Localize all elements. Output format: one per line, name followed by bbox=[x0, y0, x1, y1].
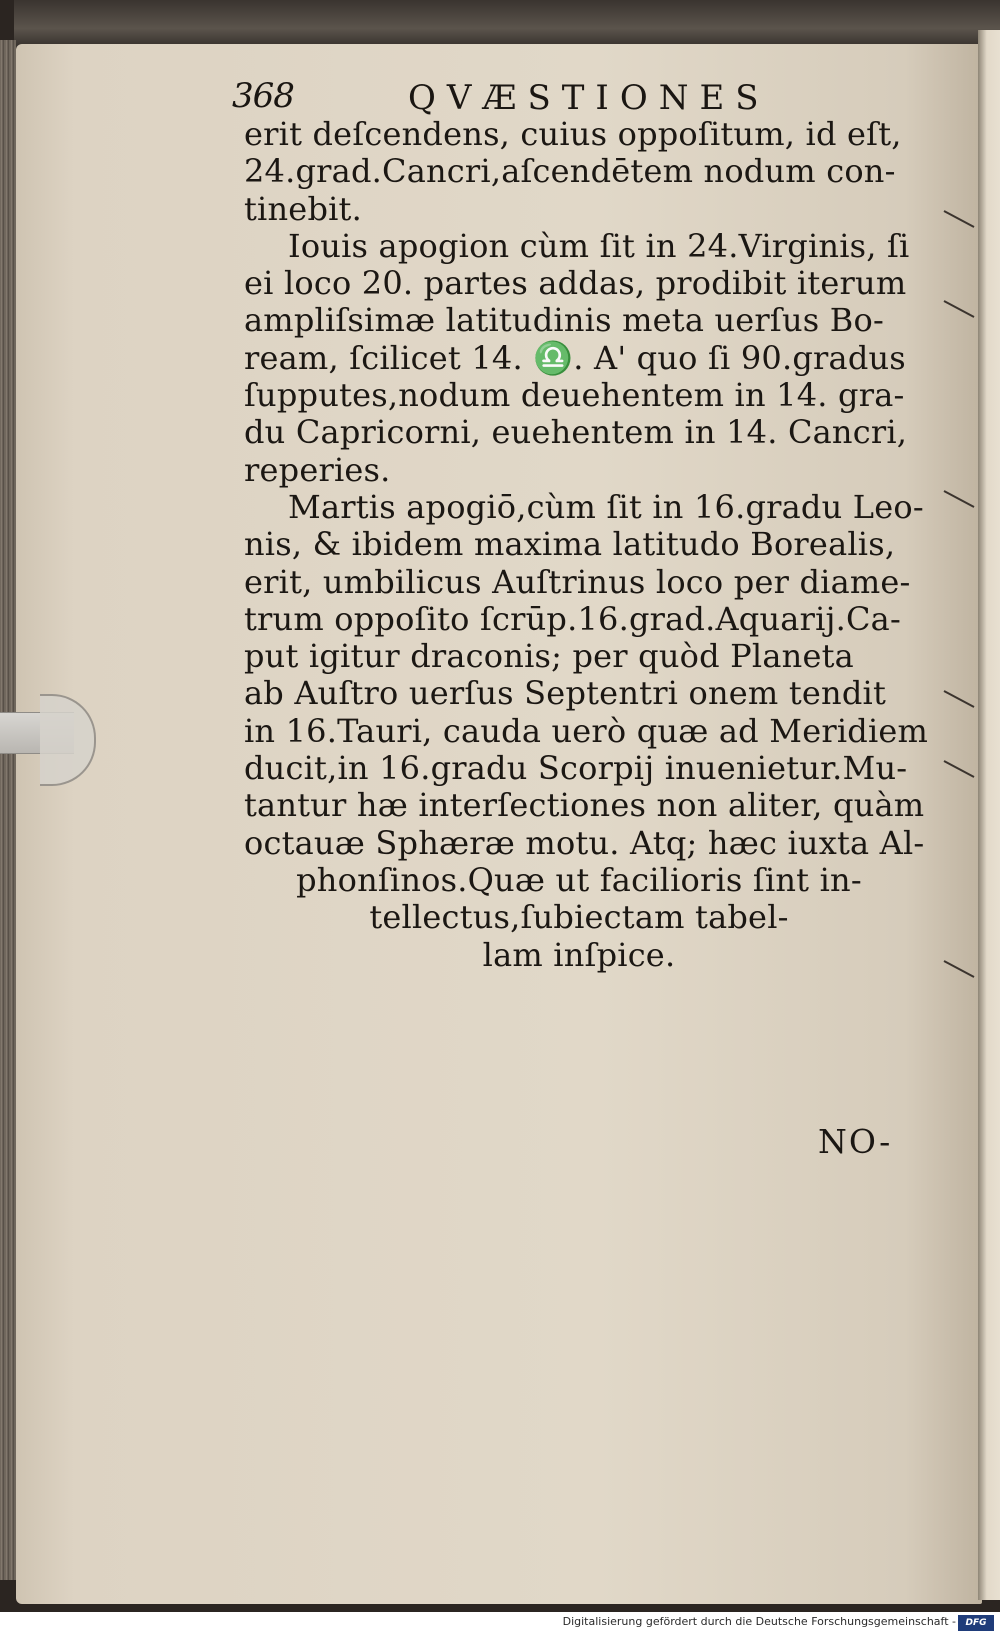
text-line: octauæ Sphæræ motu. Atq; hæc iuxta Al- bbox=[244, 823, 925, 862]
text-line: reperies. bbox=[244, 450, 391, 489]
text-line: ab Auſtro uerſus Septentri onem tendit bbox=[244, 674, 887, 713]
running-title: QVÆSTIONES bbox=[408, 78, 770, 118]
text-line: tantur hæ interſectiones non aliter, quàm bbox=[244, 786, 925, 825]
text-line: ei loco 20. partes addas, prodibit iterum bbox=[244, 264, 907, 303]
text-line-centered: phonſinos.Quæ ut facilioris ſint in- bbox=[296, 860, 862, 899]
catchword: NO- bbox=[818, 1122, 893, 1161]
text-line: nis, & ibidem maxima latitudo Borealis, bbox=[244, 525, 896, 564]
text-line-centered: tellectus,ſubiectam tabel- bbox=[369, 898, 789, 937]
text-line: du Capricorni, euehentem in 14. Cancri, bbox=[244, 413, 908, 452]
facing-page-edge bbox=[978, 30, 1000, 1600]
footer-credit: Digitalisierung gefördert durch die Deutsche Forschungsgemeinschaft - bbox=[562, 1615, 956, 1628]
footer-bar bbox=[0, 1612, 1000, 1633]
text-line: erit, umbilicus Auſtrinus loco per diame- bbox=[244, 562, 911, 601]
text-line-centered: lam inſpice. bbox=[482, 935, 676, 974]
running-head bbox=[232, 66, 932, 116]
paragraph-start-line: Martis apogiō,cùm ſit in 16.gradu Leo- bbox=[288, 487, 924, 526]
text-line: 24.grad.Cancri,aſcendētem nodum con- bbox=[244, 152, 896, 191]
page-number: 368 bbox=[232, 76, 294, 116]
text-line: put igitur draconis; per quòd Planeta bbox=[244, 637, 854, 676]
text-line: in 16.Tauri, cauda uerò quæ ad Meridiem bbox=[244, 711, 929, 750]
dfg-logo: DFG bbox=[958, 1615, 994, 1631]
paragraph-start-line: Iouis apogion cùm ſit in 24.Virginis, ſi bbox=[288, 226, 910, 265]
text-line: tinebit. bbox=[244, 189, 362, 228]
text-line: ducit,in 16.gradu Scorpij inuenietur.Mu- bbox=[244, 749, 908, 788]
body-text bbox=[244, 116, 964, 974]
text-line: erit deſcendens, cuius oppoſitum, id eſt, bbox=[244, 115, 902, 153]
text-line: trum oppoſito ſcrūp.16.grad.Aquarij.Ca- bbox=[244, 599, 901, 638]
book-fore-edge bbox=[0, 40, 16, 1580]
text-line: ream, ſcilicet 14. ♎. A' quo ſi 90.gradus bbox=[244, 338, 906, 377]
text-line: ſupputes,nodum deuehentem in 14. gra- bbox=[244, 376, 905, 415]
text-line: ampliſsimæ latitudinis meta uerſus Bo- bbox=[244, 301, 884, 340]
